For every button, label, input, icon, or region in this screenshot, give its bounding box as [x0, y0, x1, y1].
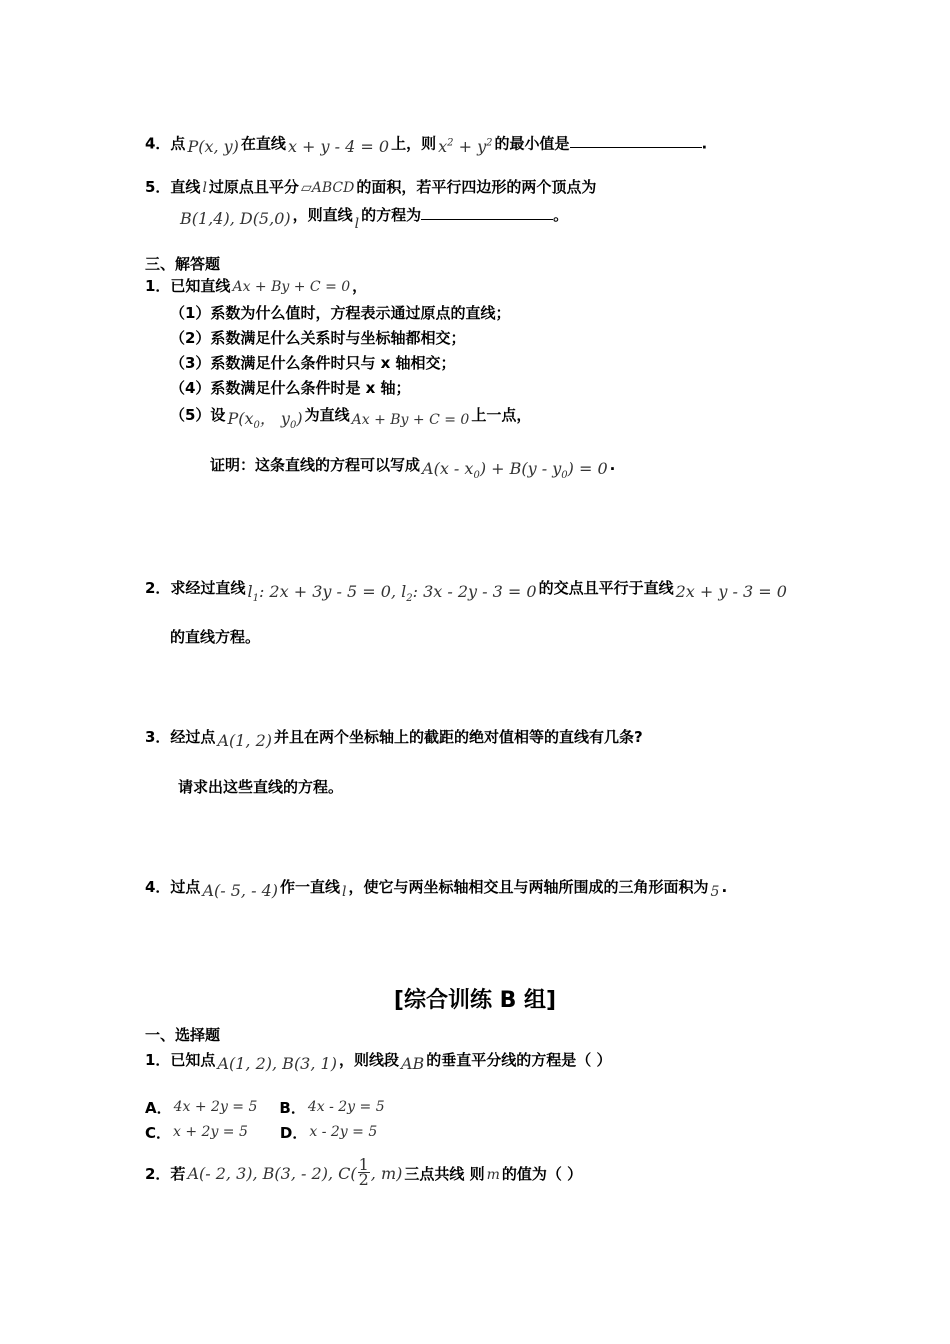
math-sub: 0	[561, 470, 568, 482]
math-number: 5	[710, 884, 720, 900]
q-number: 2．若	[145, 1165, 186, 1183]
math-line-eq: x + y - 4 = 0	[287, 137, 390, 157]
math-text: : 2x + 3y - 5 = 0, l	[258, 582, 407, 601]
text: 的垂直平分线的方程是（ ）	[426, 1051, 612, 1069]
text: 的方程为	[361, 206, 422, 224]
sub-question-5	[170, 405, 531, 432]
problem-3-cont: 请求出这些直线的方程。	[178, 778, 344, 796]
math-sub: 0	[473, 470, 480, 482]
math-var: l	[202, 180, 207, 196]
q-number: 3．经过点	[145, 728, 216, 746]
choice-question-1	[145, 1050, 612, 1073]
math-point: A(- 5, - 4)	[202, 881, 278, 900]
q-number: 1．已知直线	[145, 277, 231, 295]
text: 的值为（ ）	[501, 1165, 583, 1183]
text: .	[701, 134, 708, 153]
text: ，则直线	[292, 206, 353, 224]
proof-line	[210, 455, 615, 482]
math-text: A(x - x	[422, 459, 474, 478]
choice-row	[145, 1098, 387, 1119]
text: 三点共线 则	[404, 1165, 485, 1183]
text: 过原点且平分	[208, 178, 299, 196]
text: 上，则	[391, 134, 437, 153]
text: 为直线	[304, 406, 350, 424]
math-op: +	[453, 137, 478, 157]
answer-blank[interactable]	[570, 133, 702, 148]
choice-question-2	[145, 1155, 583, 1189]
choice-row	[145, 1123, 379, 1144]
math-points: A(1, 2), B(3, 1)	[217, 1054, 337, 1073]
math-text: ) + B(y - y	[479, 459, 562, 478]
text: .	[609, 456, 616, 474]
option-label-a[interactable]: A．	[145, 1099, 172, 1117]
text: 。	[553, 206, 569, 224]
option-d[interactable]: x - 2y = 5	[309, 1124, 378, 1140]
sub-question: （3）系数满足什么条件时只与 x 轴相交；	[170, 354, 456, 372]
option-b[interactable]: 4x - 2y = 5	[307, 1099, 385, 1115]
problem-2-cont: 的直线方程。	[170, 628, 261, 646]
math-text: , m)	[370, 1164, 403, 1183]
sub-question: （4）系数满足什么条件时是 x 轴；	[170, 379, 411, 397]
math-text: : 3x - 2y - 3 = 0	[412, 582, 537, 601]
math-point: A(1, 2)	[217, 731, 273, 750]
q-number: 1．已知点	[145, 1051, 216, 1069]
math-text: ， y	[259, 409, 290, 428]
text: ，使它与两坐标轴相交且与两轴所围成的三角形面积为	[348, 878, 709, 896]
math-line-eq: 2x + y - 3 = 0	[675, 582, 787, 601]
math-points: B(1,4), D(5,0)	[180, 209, 291, 228]
math-var: x	[438, 137, 448, 157]
math-var: l	[247, 582, 253, 601]
math-sub: 0	[253, 420, 260, 432]
text: .	[721, 878, 728, 896]
section-heading: 三、解答题	[145, 255, 221, 273]
question-5-line2	[178, 205, 569, 232]
sub-question: （1）系数为什么值时，方程表示通过原点的直线；	[170, 304, 511, 322]
q-number: 4．过点	[145, 878, 201, 896]
math-var: y	[477, 137, 487, 157]
text: ，	[352, 277, 368, 295]
math-point	[227, 409, 303, 432]
text: （5）设	[170, 406, 226, 424]
math-text: P(x	[227, 409, 254, 428]
q-number: 2．求经过直线	[145, 579, 246, 597]
text: 的面积，若平行四边形的两个顶点为	[356, 178, 597, 196]
sub-question: （2）系数满足什么关系时与坐标轴都相交；	[170, 329, 466, 347]
math-segment: AB	[400, 1054, 425, 1073]
group-b-heading: [综合训练 B 组]	[393, 988, 557, 1013]
math-parallelogram: ▱ABCD	[300, 180, 355, 196]
text: 的交点且平行于直线	[538, 579, 674, 597]
math-text: ) = 0	[567, 459, 608, 478]
text: 并且在两个坐标轴上的截距的绝对值相等的直线有几条?	[274, 728, 643, 746]
math-exp: 2	[447, 138, 454, 149]
math-text: A(- 2, 3), B(3, - 2), C(	[187, 1164, 357, 1183]
problem-4	[145, 877, 727, 898]
section-heading: 一、选择题	[145, 1026, 221, 1044]
math-sub: 1	[252, 593, 259, 605]
math-expr	[438, 137, 492, 156]
frac-numerator: 1	[358, 1155, 369, 1174]
math-fraction	[358, 1155, 370, 1189]
q-number: 5．直线	[145, 178, 201, 196]
math-line-eq: Ax + By + C = 0	[232, 279, 351, 295]
math-var: l	[354, 216, 360, 232]
text: ，则线段	[338, 1051, 399, 1069]
text: 在直线	[240, 134, 286, 153]
math-points	[187, 1155, 403, 1189]
option-label-b[interactable]: B．	[279, 1099, 306, 1117]
text: 证明：这条直线的方程可以写成	[210, 456, 421, 474]
answer-blank[interactable]	[421, 205, 553, 220]
option-label-d[interactable]: D．	[279, 1124, 308, 1142]
option-c[interactable]: x + 2y = 5	[173, 1124, 248, 1140]
question-4-fill	[145, 130, 708, 157]
math-text: )	[296, 409, 303, 428]
problem-1	[145, 276, 367, 297]
math-point-form	[422, 459, 608, 482]
math-sub: 0	[289, 420, 297, 432]
text: 的最小值是	[494, 134, 570, 153]
math-exp: 2	[486, 138, 493, 149]
text: 作一直线	[280, 878, 341, 896]
problem-2	[145, 578, 789, 605]
math-line-eq: Ax + By + C = 0	[351, 412, 470, 428]
text: 上一点，	[471, 406, 532, 424]
math-var: m	[486, 1167, 500, 1183]
math-var: l	[342, 884, 347, 900]
question-5-line1	[145, 177, 596, 198]
math-lines	[247, 582, 537, 605]
frac-denominator: 2	[358, 1170, 369, 1189]
math-point: P(x, y)	[187, 137, 239, 157]
math-sub: 2	[406, 593, 413, 605]
option-label-c[interactable]: C．	[145, 1124, 172, 1142]
q-number: 4．点	[145, 134, 186, 153]
problem-3	[145, 727, 643, 750]
option-a[interactable]: 4x + 2y = 5	[173, 1099, 258, 1115]
